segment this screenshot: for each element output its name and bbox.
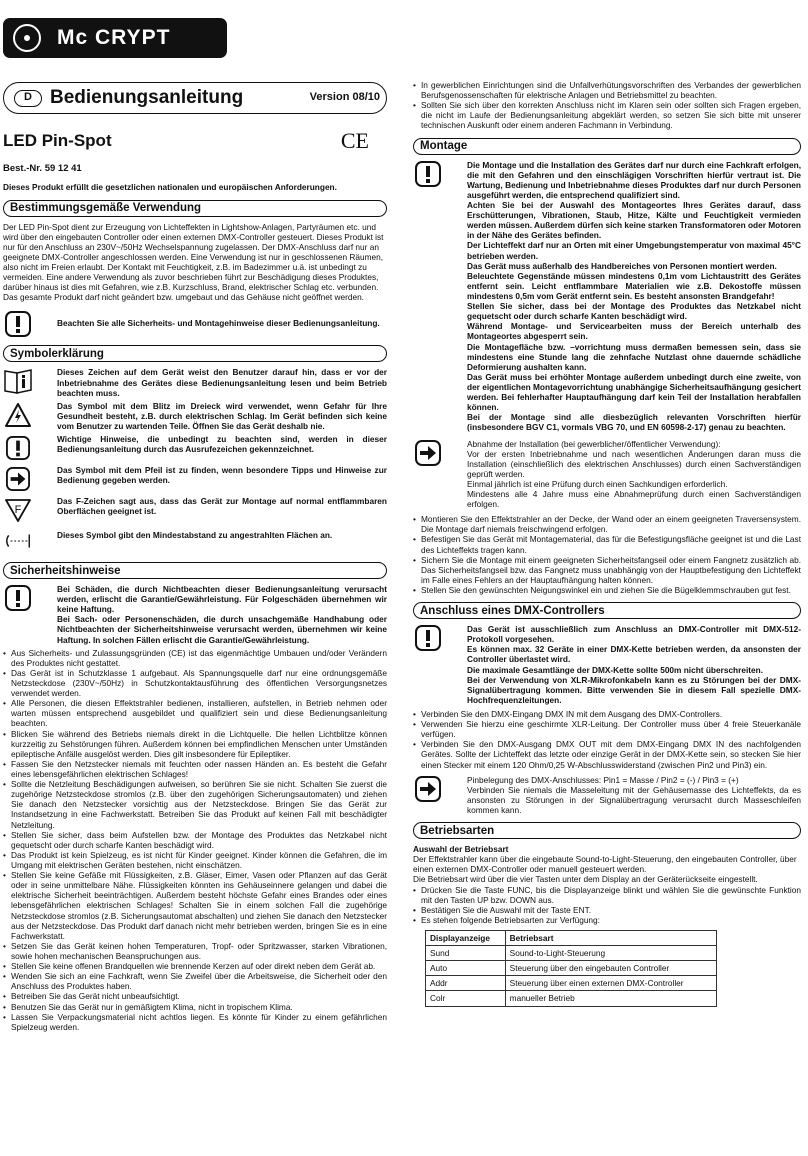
table-cell: Steuerung über den eingebauten Controller — [505, 961, 716, 976]
table-row — [426, 946, 717, 961]
table-header: Betriebsart — [505, 930, 716, 945]
table-cell: Sund — [426, 946, 506, 961]
warning-text: Bei Schäden, die durch Nichtbeachten dieser Bedienungsanleitung verursacht werden, erlischt die Garantie/Gewährleistung. Für Folgeschäden übernehmen wir keine Haftung. — [57, 584, 387, 615]
table-cell: manueller Betrieb — [505, 991, 716, 1006]
list-item: • Das Gerät ist in Schutzklasse 1 aufgebaut. Als Spannungsquelle darf nur eine ordnungsgemäße Netzsteckdose (230V~/50Hz) in Schutzkontaktausführung des öffentlichen Versorgungsnetzes verwendet werden. — [3, 668, 387, 698]
list-item: • Verbinden Sie den DMX-Eingang DMX IN mit dem Ausgang des DMX-Controllers. — [413, 709, 801, 719]
manual-book-icon — [3, 367, 33, 395]
arrow-right-icon — [3, 465, 33, 493]
arrow-right-icon — [413, 439, 443, 467]
section-heading: Bestimmungsgemäße Verwendung — [3, 200, 387, 217]
symbol-description: Wichtige Hinweise, die unbedingt zu beachten sind, werden in dieser Bedienungsanleitung durch das Ausrufezeichen gekennzeichnet. — [57, 434, 387, 455]
list-item: • In gewerblichen Einrichtungen sind die Unfallverhütungsvorschriften des Verbandes der gewerblichen Berufsgenossenschaften für elektrische Anlagen und Betriebsmittel zu beachten. — [413, 80, 801, 100]
tip-text: Pinbelegung des DMX-Anschlusses: Pin1 = Masse / Pin2 = (-) / Pin3 = (+) — [467, 774, 739, 785]
section-heading: Betriebsarten — [413, 822, 801, 839]
warning-text: Achten Sie bei der Auswahl des Montageortes Ihres Gerätes darauf, dass Erschütterungen, Vibrationen, Staub, Hitze, Kälte und Feuchtigkeit vermieden werden müssen. Außerdem dürfen sich keine starken Transformatoren oder Motoren in der Nähe des Gerätes befinden. — [467, 199, 801, 241]
brand-name: Mc CRYPT — [57, 26, 171, 50]
list-item: • Fassen Sie den Netzstecker niemals mit feuchten oder nassen Händen an. Es besteht die Gefahr eines lebensgefährlichen elektrischen Schlages! — [3, 759, 387, 779]
symbol-description: Das Symbol mit dem Blitz im Dreieck wird verwendet, wenn Gefahr für Ihre Gesundheit besteht, z.B. durch elektrischen Schlag. Im Gerät befinden sich keine vom Benutzer zu wartenden Teile. Öffnen Sie das Gerät deshalb nie. — [57, 400, 387, 431]
distance-icon — [3, 527, 33, 555]
warning-text: Bei der Verwendung von XLR-Mikrofonkabeln kann es zu Störungen bei der DMX-Signalübertragung kommen. Bitte verwenden Sie in diesem Fall spezielle DMX-Hochfrequenzleitungen. — [467, 674, 801, 705]
list-item: • Blicken Sie während des Betriebs niemals direkt in die Lichtquelle. Die hellen Lichtblitze können kurzzeitig zu Sehstörungen führen. Außerdem können bei empfindlichen Menschen unter Umständen epileptische Anfälle ausgelöst werden. Dies gilt insbesondere für Epileptiker. — [3, 729, 387, 759]
table-row — [426, 991, 717, 1006]
language-badge: D — [14, 90, 42, 107]
section-heading: Symbolerklärung — [3, 345, 387, 362]
exclamation-icon — [3, 310, 33, 338]
ce-mark: CE — [340, 128, 369, 153]
section-heading: Anschluss eines DMX-Controllers — [413, 602, 801, 619]
list-item: • Alle Personen, die diesen Effektstrahler bedienen, installieren, aufstellen, in Betrieb nehmen oder warten müssen entsprechend ausgebildet und qualifiziert sein und diese Bedienungsanleitung beachten. — [3, 698, 387, 728]
tip-text: Vor der ersten Inbetriebnahme und nach wesentlichen Änderungen daran muss die Installation (einschließlich des elektrischen Anschlusses) durch einen Sachverständigen geprüft werden. — [467, 448, 801, 479]
symbol-description: Dieses Symbol gibt den Mindestabstand zu angestrahlten Flächen an. — [57, 530, 333, 541]
list-item: • Drücken Sie die Taste FUNC, bis die Displayanzeige blinkt und wählen Sie die gewünschte Funktion mit den Tasten UP bzw. DOWN aus. — [413, 885, 801, 905]
f-symbol-icon — [3, 496, 33, 524]
brand-logo — [3, 18, 227, 58]
table-cell: Auto — [426, 961, 506, 976]
tip-text: Verbinden Sie niemals die Masseleitung mit der Gehäusemasse des Lichteffekts, da es ansonsten zu Störungen in der Signalübertragung verursacht durch Masseschleifen kommen kann. — [467, 784, 801, 815]
symbol-description: Das Symbol mit dem Pfeil ist zu finden, wenn besondere Tipps und Hinweise zur Bedienung gegeben werden. — [57, 465, 387, 486]
warning-text: Die Montage und die Installation des Gerätes darf nur durch eine Fachkraft erfolgen, die mit den Gefahren und den einschlägigen Vorschriften hierfür vertraut ist. Die Wartung, Bedienung und Inbetriebnahme dieses Produktes darf nur durch Personen ausgeführt werden, die entsprechend qualifiziert sind. — [467, 159, 801, 200]
product-name: LED Pin-Spot — [3, 131, 112, 151]
list-item: • Wenden Sie sich an eine Fachkraft, wenn Sie Zweifel über die Arbeitsweise, die Sicherheit oder den Anschluss des Produktes haben. — [3, 971, 387, 991]
warning-text: Bei Sach- oder Personenschäden, die durch unsachgemäße Handhabung oder Nichtbeachten der Sicherheitshinweise verursacht werden, übernehmen wir keine Haftung. In solchen Fällen erlischt die Garantie/Gewährleistung. — [57, 614, 387, 645]
section-heading: Montage — [413, 138, 801, 155]
notice-text: Beachten Sie alle Sicherheits- und Montagehinweise dieser Bedienungsanleitung. — [57, 318, 380, 329]
list-item: • Setzen Sie das Gerät keinen hohen Temperaturen, Tropf- oder Spritzwasser, starken Vibrationen, sowie hohen mechanischen Beanspruchungen aus. — [3, 941, 387, 961]
lightning-warning-icon — [3, 401, 33, 429]
section-text: Der Effektstrahler kann über die eingebaute Sound-to-Light-Steuerung, den eingebauten Controller, über einen externen DMX-Controller oder manuell gesteuert werden. — [413, 854, 797, 875]
warning-text: Das Gerät muss bei erhöhter Montage außerdem unbedingt durch eine zweite, von der eigentlichen Montagevorrichtung unabhängige Sicherheitsaufhängung gesichert werden. Bei fehlerhafter Hauptaufhängung darf kein Teil der Installation herabfallen können. — [467, 371, 801, 413]
symbol-description: Das F-Zeichen sagt aus, dass das Gerät zur Montage auf normal entflammbaren Oberflächen geeignet ist. — [57, 496, 387, 517]
subsection-title: Auswahl der Betriebsart — [413, 844, 509, 855]
list-item: • Verbinden Sie den DMX-Ausgang DMX OUT mit dem DMX-Eingang DMX IN des nachfolgenden Gerätes. Sollte der Lichteffekt das letzte oder einzige Gerät in der DMX-Kette sein, so stecken Sie hier einen Stecker mit einem 120 Ohm/0,25 W-Abschlusswiderstand (zwischen Pin2 und Pin3) ein. — [413, 739, 801, 769]
tip-text: Einmal jährlich ist eine Prüfung durch einen Sachkundigen erforderlich. — [467, 478, 728, 489]
left-column — [3, 82, 387, 1032]
right-column — [413, 80, 801, 1007]
modes-table — [425, 930, 717, 1007]
mode-list — [413, 885, 801, 925]
list-item: • Bestätigen Sie die Auswahl mit der Taste ENT. — [413, 905, 801, 915]
list-item: • Befestigen Sie das Gerät mit Montagematerial, das für die Befestigungsfläche geeignet ist und die Last des Lichteffekts tragen kann. — [413, 534, 801, 554]
list-item: • Sichern Sie die Montage mit einem geeigneten Sicherheitsfangseil oder einem Fangnetz zusätzlich ab. Das Sicherheitsfangseil bzw. das Fangnetz muss unabhängig von der Hauptbefestigung den Lichteffekt im Falle eines Fehlers an der Hauptaufhängung halten können. — [413, 555, 801, 585]
list-item: • Es stehen folgende Betriebsarten zur Verfügung: — [413, 915, 801, 925]
safety-list — [3, 648, 387, 1032]
list-item: • Stellen Sie sicher, dass beim Aufstellen bzw. der Montage des Produktes das Netzkabel nicht gequetscht oder durch scharfe Kanten beschädigt wird. — [3, 830, 387, 850]
warning-text: Die maximale Gesamtlänge der DMX-Kette sollte 500m nicht überschreiten. — [467, 664, 764, 675]
table-header-row — [426, 930, 717, 945]
table-cell: Sound-to-Light-Steuerung — [505, 946, 716, 961]
section-text: Der LED Pin-Spot dient zur Erzeugung von Lichteffekten in Lightshow-Anlagen, Partyräumen etc. und wird über den eingebauten Controller oder einen externen DMX-Controller gesteuert. Dieses Produkt ist nur für den Anschluss an 230V~/50Hz Wechselspannung zugelassen. Der DMX-Anschluss darf nur an geeignete DMX-Controller angeschlossen werden. Eine Verwendung ist nur in geschlossenen Räumen, also nicht im Freien erlaubt. Der Kontakt mit Feuchtigkeit, z.B. im Badezimmer u.ä. ist unbedingt zu vermeiden. Eine andere Verwendung als zuvor beschrieben führt zur Beschädigung dieses Produktes, darüber hinaus ist dies mit Gefahren, wie z.B. Kurzschluss, Brand, elektrischer Schlag etc. verbunden. Das gesamte Produkt darf nicht geändert bzw. umgebaut und das Gehäuse nicht geöffnet werden. — [3, 221, 384, 303]
tip-text: Abnahme der Installation (bei gewerblicher/öffentlicher Verwendung): — [467, 438, 721, 449]
table-cell: Addr — [426, 976, 506, 991]
arrow-right-icon — [413, 775, 443, 803]
symbol-description: Dieses Zeichen auf dem Gerät weist den Benutzer darauf hin, dass er vor der Inbetriebnahme des Gerätes diese Bedienungsanleitung lesen und beim Betrieb beachten muss. — [57, 367, 387, 398]
warning-text: Die Montagefläche bzw. –vorrichtung muss dermaßen bemessen sein, dass sie mindestens eine Stunde lang die zehnfache Nutzlast ohne dauernde schädliche Deformierung aushalten kann. — [467, 341, 801, 372]
table-row — [426, 961, 717, 976]
table-cell: Colr — [426, 991, 506, 1006]
list-item: • Stellen Sie keine offenen Brandquellen wie brennende Kerzen auf oder direkt neben dem Gerät ab. — [3, 961, 387, 971]
exclamation-icon — [3, 584, 33, 612]
list-item: • Das Produkt ist kein Spielzeug, es ist nicht für Kinder geeignet. Kinder können die Gefahren, die im Umgang mit elektrischen Geräten bestehen, nicht einschätzen. — [3, 850, 387, 870]
warning-text: Das Gerät ist ausschließlich zum Anschluss an DMX-Controller mit DMX-512-Protokoll vorgesehen. — [467, 624, 801, 645]
version-label: Version 08/10 — [309, 91, 380, 104]
table-header: Displayanzeige — [426, 930, 506, 945]
warning-text: Während Montage- und Servicearbeiten muss der Bereich unterhalb des Montageortes abgesperrt sein. — [467, 321, 801, 342]
order-number: Best.-Nr. 59 12 41 — [3, 162, 82, 174]
list-item: • Betreiben Sie das Gerät nicht unbeaufsichtigt. — [3, 991, 387, 1001]
f-symbol-letter: F — [14, 504, 22, 517]
table-cell: Steuerung über einen externen DMX-Controller — [505, 976, 716, 991]
dmx-list — [413, 709, 801, 770]
intro-text: Dieses Produkt erfüllt die gesetzlichen nationalen und europäischen Anforderungen. — [3, 182, 337, 193]
warning-text: Es können max. 32 Geräte in einer DMX-Kette betrieben werden, da ansonsten der Controller überlastet wird. — [467, 644, 801, 665]
warning-text: Bei der Montage sind alle diesbezüglich relevanten Vorschriften hierfür (insbesondere BGV C1, vormals VBG 70, und EN 60598-2-17) genau zu beachten. — [467, 412, 801, 433]
list-item: • Stellen Sie keine Gefäße mit Flüssigkeiten, z.B. Gläser, Eimer, Vasen oder Pflanzen auf das Gerät oder in seine unmittelbare Nähe. Flüssigkeiten könnten ins Gehäuseinnere gelangen und dabei die elektrische Sicherheit beeinträchtigen. Außerdem besteht höchste Gefahr eines Brandes oder eines lebensgefährlichen elektrischen Schlages! Schalten Sie in einem solchen Fall die zugehörige Netzsteckdose stromlos (z.B. Sicherungsautomat abschalten) und ziehen Sie danach den Netzstecker aus der Netzsteckdose. Das Produkt darf danach nicht mehr betrieben werden, bringen Sie es in eine Fachwerkstatt. — [3, 870, 387, 941]
logo-circle-icon — [13, 24, 41, 52]
warning-text: Das Gerät muss außerhalb des Handbereiches von Personen montiert werden. — [467, 260, 777, 271]
list-item: • Sollte die Netzleitung Beschädigungen aufweisen, so berühren Sie sie nicht. Schalten Sie zuerst die zugehörige Netzsteckdose stromlos (z.B. über den zugehörigen Sicherungsautomaten) und ziehen Sie danach den Netzstecker vorsichtig aus der Netzsteckdose. Bringen Sie das Gerät zur Instandsetzung in eine Fachwerkstatt. Betreiben Sie das Produkt auf keinen Fall mit beschädigter Netzleitung. — [3, 779, 387, 830]
list-item: • Verwenden Sie hierzu eine geschirmte XLR-Leitung. Der Controller muss über 4 freie Steuerkanäle verfügen. — [413, 719, 801, 739]
list-item: • Stellen Sie den gewünschten Neigungswinkel ein und ziehen Sie die Bügelklemmschrauben gut fest. — [413, 585, 801, 595]
warning-text: Stellen Sie sicher, dass bei der Montage des Produktes das Netzkabel nicht gequetscht oder durch scharfe Kanten beschädigt wird. — [467, 301, 801, 322]
mounting-list — [413, 514, 801, 595]
list-item: • Lassen Sie Verpackungsmaterial nicht achtlos liegen. Es könnte für Kinder zu einem gefährlichen Spielzeug werden. — [3, 1012, 387, 1032]
list-item: • Benutzen Sie das Gerät nur in gemäßigtem Klima, nicht in tropischem Klima. — [3, 1002, 387, 1012]
safety-list-continued — [413, 80, 801, 131]
warning-text: Der Lichteffekt darf nur an Orten mit einer Umgebungstemperatur von maximal 45°C betrieben werden. — [467, 240, 801, 261]
exclamation-icon — [3, 434, 33, 462]
exclamation-icon — [413, 160, 443, 188]
warning-text: Beleuchtete Gegenstände müssen mindestens 0,1m vom Lichtaustritt des Gerätes entfernt sein. Leicht entflammbare Materialien wie z.B. Dekostoffe müssen mindestens 0,5m vom Gerät entfernt sein. Es besteht ansonsten Brandgefahr! — [467, 270, 801, 301]
exclamation-icon — [413, 624, 443, 652]
list-item: • Aus Sicherheits- und Zulassungsgründen (CE) ist das eigenmächtige Umbauen und/oder Verändern des Produktes nicht gestattet. — [3, 648, 387, 668]
table-row — [426, 976, 717, 991]
title-bar — [3, 82, 387, 114]
list-item: • Sollten Sie sich über den korrekten Anschluss nicht im Klaren sein oder sollten sich Fragen ergeben, die nicht im Laufe der Bedienungsanleitung abgeklärt werden, so setzen Sie sich bitte mit unserer technischen Auskunft oder einem anderen Fachmann in Verbindung. — [413, 100, 801, 130]
tip-text: Mindestens alle 4 Jahre muss eine Abnahmeprüfung durch einen Sachverständigen erfolgen. — [467, 489, 801, 510]
section-heading: Sicherheitshinweise — [3, 562, 387, 579]
list-item: • Montieren Sie den Effektstrahler an der Decke, der Wand oder an einem geeigneten Traversensystem. Die Montage darf niemals freischwingend erfolgen. — [413, 514, 801, 534]
page-title: Bedienungsanleitung — [50, 87, 244, 109]
section-text: Die Betriebsart wird über die vier Tasten unter dem Display an der Geräterückseite eingestellt. — [413, 874, 758, 885]
